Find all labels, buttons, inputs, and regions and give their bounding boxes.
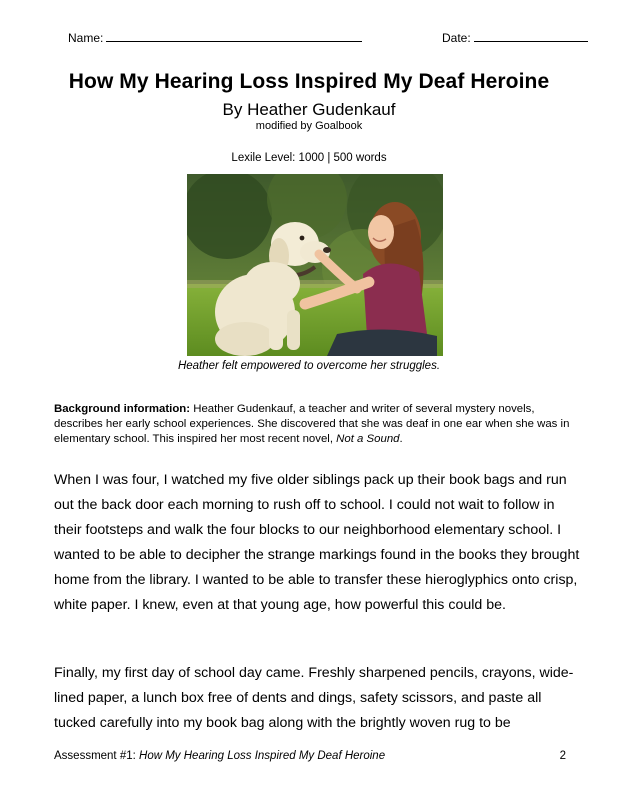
background-end: . bbox=[399, 433, 403, 445]
photo-caption: Heather felt empowered to overcome her struggles. bbox=[177, 360, 441, 372]
woman-with-dog-photo bbox=[187, 174, 443, 356]
background-text: Heather Gudenkauf, a teacher and writer of several mystery novels, describes her early school experiences. She discovered that she was deaf in one ear when she was in elementary school. This inspired her most recent novel, bbox=[54, 403, 570, 445]
lexile-level: Lexile Level: 1000 | 500 words bbox=[231, 152, 387, 164]
modifier-credit: modified by Goalbook bbox=[255, 120, 363, 132]
body-paragraph: Finally, my first day of school day came. Freshly sharpened pencils, crayons, wide-lined paper, a lunch box free of dents and dings, safety scissors, and paste all tucked carefully into my book bag along with the brightly woven rug to be bbox=[54, 665, 574, 731]
page-number: 2 bbox=[559, 750, 566, 762]
novel-title: Not a Sound bbox=[336, 433, 400, 445]
page-footer bbox=[54, 750, 566, 762]
name-field[interactable] bbox=[68, 31, 362, 45]
date-label: Date: bbox=[442, 31, 471, 45]
name-line[interactable] bbox=[106, 31, 362, 42]
author-byline: By Heather Gudenkauf bbox=[222, 100, 396, 119]
header-row bbox=[68, 31, 588, 47]
date-line[interactable] bbox=[474, 31, 588, 42]
page-title: How My Hearing Loss Inspired My Deaf Heroine bbox=[68, 70, 550, 93]
background-label: Background information: bbox=[54, 403, 191, 415]
footer-prefix: Assessment #1: bbox=[54, 750, 136, 762]
date-field[interactable] bbox=[442, 31, 588, 45]
footer-title: How My Hearing Loss Inspired My Deaf Heroine bbox=[139, 750, 386, 762]
body-paragraph: When I was four, I watched my five older siblings pack up their book bags and run out the back door each morning to rush off to school. I could not wait to follow in their footsteps and walk the four blocks to our neighborhood elementary school. I wanted to be able to decipher the strange markings found in the books they brought home from the library. I wanted to be able to transfer these hieroglyphics onto crisp, white paper. I knew, even at that young age, how powerful this could be. bbox=[54, 472, 580, 613]
name-label: Name: bbox=[68, 31, 104, 45]
background-information bbox=[54, 402, 574, 447]
